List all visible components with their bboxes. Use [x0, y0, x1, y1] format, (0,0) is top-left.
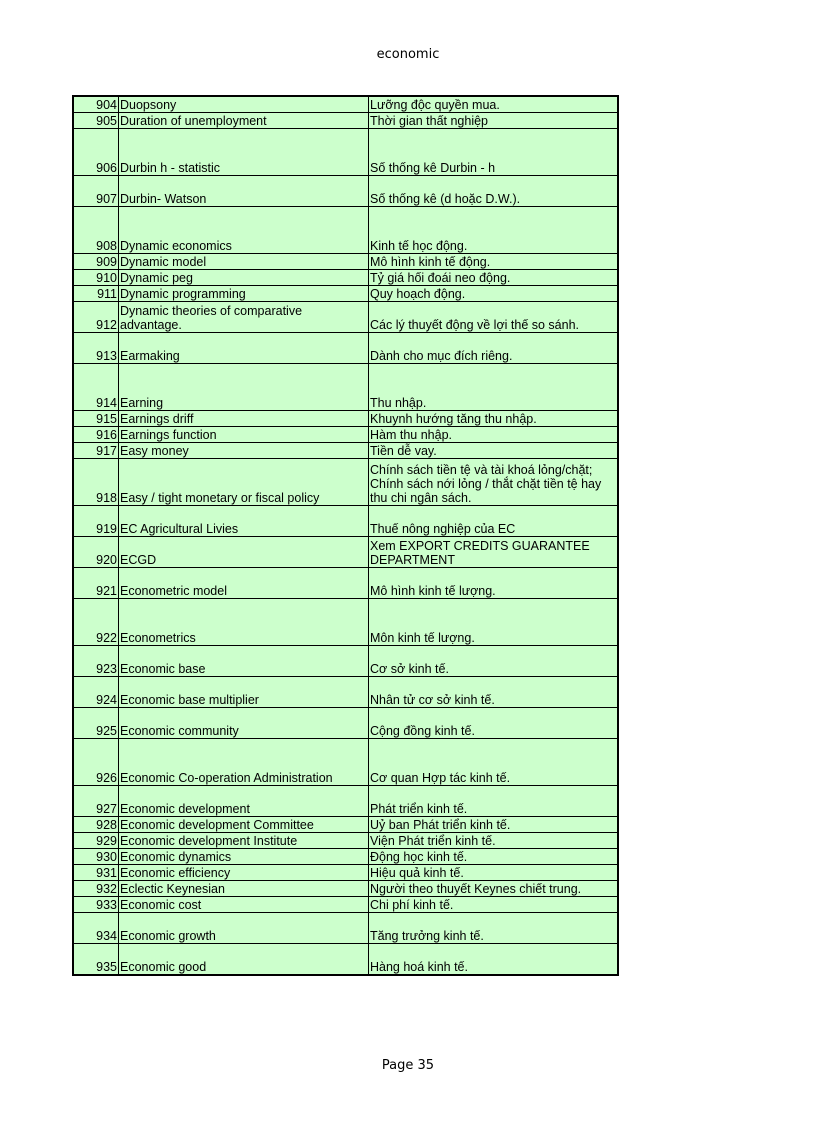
entry-number: 910 — [73, 270, 119, 286]
entry-term: Easy money — [119, 443, 369, 459]
entry-term: Dynamic economics — [119, 207, 369, 254]
entry-term: Duopsony — [119, 96, 369, 113]
entry-number: 923 — [73, 646, 119, 677]
table-row — [73, 302, 618, 333]
table-row — [73, 646, 618, 677]
entry-term: Economic cost — [119, 897, 369, 913]
entry-translation: Lưỡng độc quyền mua. — [369, 96, 619, 113]
table-row — [73, 506, 618, 537]
entry-number: 933 — [73, 897, 119, 913]
glossary-table-body — [73, 96, 618, 975]
table-row — [73, 443, 618, 459]
table-row — [73, 677, 618, 708]
table-row — [73, 739, 618, 786]
table-row — [73, 599, 618, 646]
entry-translation: Người theo thuyết Keynes chiết trung. — [369, 881, 619, 897]
table-row — [73, 897, 618, 913]
entry-term: Economic development Committee — [119, 817, 369, 833]
entry-term: Econometric model — [119, 568, 369, 599]
table-row — [73, 881, 618, 897]
entry-translation: Nhân tử cơ sở kinh tế. — [369, 677, 619, 708]
entry-number: 915 — [73, 411, 119, 427]
entry-term: Duration of unemployment — [119, 113, 369, 129]
glossary-table — [72, 95, 619, 976]
entry-term: Economic dynamics — [119, 849, 369, 865]
entry-number: 918 — [73, 459, 119, 506]
entry-translation: Các lý thuyết động về lợi thế so sánh. — [369, 302, 619, 333]
table-row — [73, 786, 618, 817]
entry-term: Eclectic Keynesian — [119, 881, 369, 897]
entry-translation: Cộng đồng kinh tế. — [369, 708, 619, 739]
entry-term: Earmaking — [119, 333, 369, 364]
table-row — [73, 865, 618, 881]
entry-number: 930 — [73, 849, 119, 865]
entry-term: Easy / tight monetary or fiscal policy — [119, 459, 369, 506]
table-row — [73, 333, 618, 364]
entry-number: 926 — [73, 739, 119, 786]
entry-number: 908 — [73, 207, 119, 254]
table-row — [73, 96, 618, 113]
entry-term: EC Agricultural Livies — [119, 506, 369, 537]
entry-term: Durbin- Watson — [119, 176, 369, 207]
table-row — [73, 708, 618, 739]
table-row — [73, 286, 618, 302]
entry-number: 934 — [73, 913, 119, 944]
entry-translation: Uỷ ban Phát triển kinh tế. — [369, 817, 619, 833]
entry-number: 916 — [73, 427, 119, 443]
entry-number: 912 — [73, 302, 119, 333]
entry-translation: Dành cho mục đích riêng. — [369, 333, 619, 364]
entry-term: Economic efficiency — [119, 865, 369, 881]
table-row — [73, 364, 618, 411]
entry-translation: Quy hoạch động. — [369, 286, 619, 302]
entry-number: 925 — [73, 708, 119, 739]
entry-number: 924 — [73, 677, 119, 708]
entry-translation: Mô hình kinh tế động. — [369, 254, 619, 270]
entry-number: 935 — [73, 944, 119, 976]
entry-term: ECGD — [119, 537, 369, 568]
entry-translation: Khuynh hướng tăng thu nhập. — [369, 411, 619, 427]
entry-number: 906 — [73, 129, 119, 176]
entry-term: Economic base — [119, 646, 369, 677]
entry-translation: Hiệu quả kinh tế. — [369, 865, 619, 881]
entry-translation: Chi phí kinh tế. — [369, 897, 619, 913]
entry-number: 907 — [73, 176, 119, 207]
entry-number: 914 — [73, 364, 119, 411]
table-row — [73, 427, 618, 443]
entry-translation: Hàm thu nhập. — [369, 427, 619, 443]
entry-translation: Cơ quan Hợp tác kinh tế. — [369, 739, 619, 786]
entry-translation: Kinh tế học động. — [369, 207, 619, 254]
entry-translation: Mô hình kinh tế lượng. — [369, 568, 619, 599]
entry-number: 928 — [73, 817, 119, 833]
entry-number: 909 — [73, 254, 119, 270]
entry-translation: Hàng hoá kinh tế. — [369, 944, 619, 976]
entry-number: 931 — [73, 865, 119, 881]
entry-translation: Cơ sở kinh tế. — [369, 646, 619, 677]
entry-number: 929 — [73, 833, 119, 849]
entry-term: Dynamic model — [119, 254, 369, 270]
entry-number: 922 — [73, 599, 119, 646]
entry-translation: Viện Phát triển kinh tế. — [369, 833, 619, 849]
entry-translation: Chính sách tiền tệ và tài khoá lỏng/chặt; Chính sách nới lỏng / thắt chặt tiền tệ hay thu chi ngân sách. — [369, 459, 619, 506]
entry-term: Economic development Institute — [119, 833, 369, 849]
entry-number: 920 — [73, 537, 119, 568]
entry-number: 913 — [73, 333, 119, 364]
entry-term: Earnings driff — [119, 411, 369, 427]
table-row — [73, 411, 618, 427]
table-row — [73, 944, 618, 976]
entry-number: 911 — [73, 286, 119, 302]
entry-term: Economic community — [119, 708, 369, 739]
table-row — [73, 568, 618, 599]
entry-translation: Thời gian thất nghiệp — [369, 113, 619, 129]
entry-translation: Thuế nông nghiệp của EC — [369, 506, 619, 537]
entry-translation: Động học kinh tế. — [369, 849, 619, 865]
entry-number: 919 — [73, 506, 119, 537]
entry-translation: Tỷ giá hối đoái neo động. — [369, 270, 619, 286]
page-header-title: economic — [376, 47, 440, 62]
entry-term: Economic growth — [119, 913, 369, 944]
entry-translation: Số thống kê Durbin - h — [369, 129, 619, 176]
entry-translation: Tiền dễ vay. — [369, 443, 619, 459]
entry-term: Dynamic programming — [119, 286, 369, 302]
table-row — [73, 270, 618, 286]
entry-number: 927 — [73, 786, 119, 817]
entry-translation: Phát triển kinh tế. — [369, 786, 619, 817]
entry-term: Earning — [119, 364, 369, 411]
entry-number: 905 — [73, 113, 119, 129]
table-row — [73, 176, 618, 207]
entry-number: 921 — [73, 568, 119, 599]
page-footer-number: Page 35 — [381, 1058, 435, 1073]
table-row — [73, 833, 618, 849]
entry-term: Earnings function — [119, 427, 369, 443]
table-row — [73, 113, 618, 129]
entry-translation: Môn kinh tế lượng. — [369, 599, 619, 646]
entry-translation: Thu nhập. — [369, 364, 619, 411]
entry-term: Econometrics — [119, 599, 369, 646]
table-row — [73, 129, 618, 176]
entry-term: Dynamic peg — [119, 270, 369, 286]
entry-term: Dynamic theories of comparative advantage. — [119, 302, 369, 333]
table-row — [73, 817, 618, 833]
table-row — [73, 537, 618, 568]
entry-translation: Tăng trưởng kinh tế. — [369, 913, 619, 944]
table-row — [73, 849, 618, 865]
entry-term: Durbin h - statistic — [119, 129, 369, 176]
entry-term: Economic good — [119, 944, 369, 976]
entry-number: 932 — [73, 881, 119, 897]
table-row — [73, 913, 618, 944]
table-row — [73, 254, 618, 270]
entry-number: 917 — [73, 443, 119, 459]
entry-translation: Số thống kê (d hoặc D.W.). — [369, 176, 619, 207]
table-row — [73, 459, 618, 506]
entry-term: Economic base multiplier — [119, 677, 369, 708]
entry-translation: Xem EXPORT CREDITS GUARANTEE DEPARTMENT — [369, 537, 619, 568]
table-row — [73, 207, 618, 254]
entry-term: Economic Co-operation Administration — [119, 739, 369, 786]
entry-number: 904 — [73, 96, 119, 113]
entry-term: Economic development — [119, 786, 369, 817]
